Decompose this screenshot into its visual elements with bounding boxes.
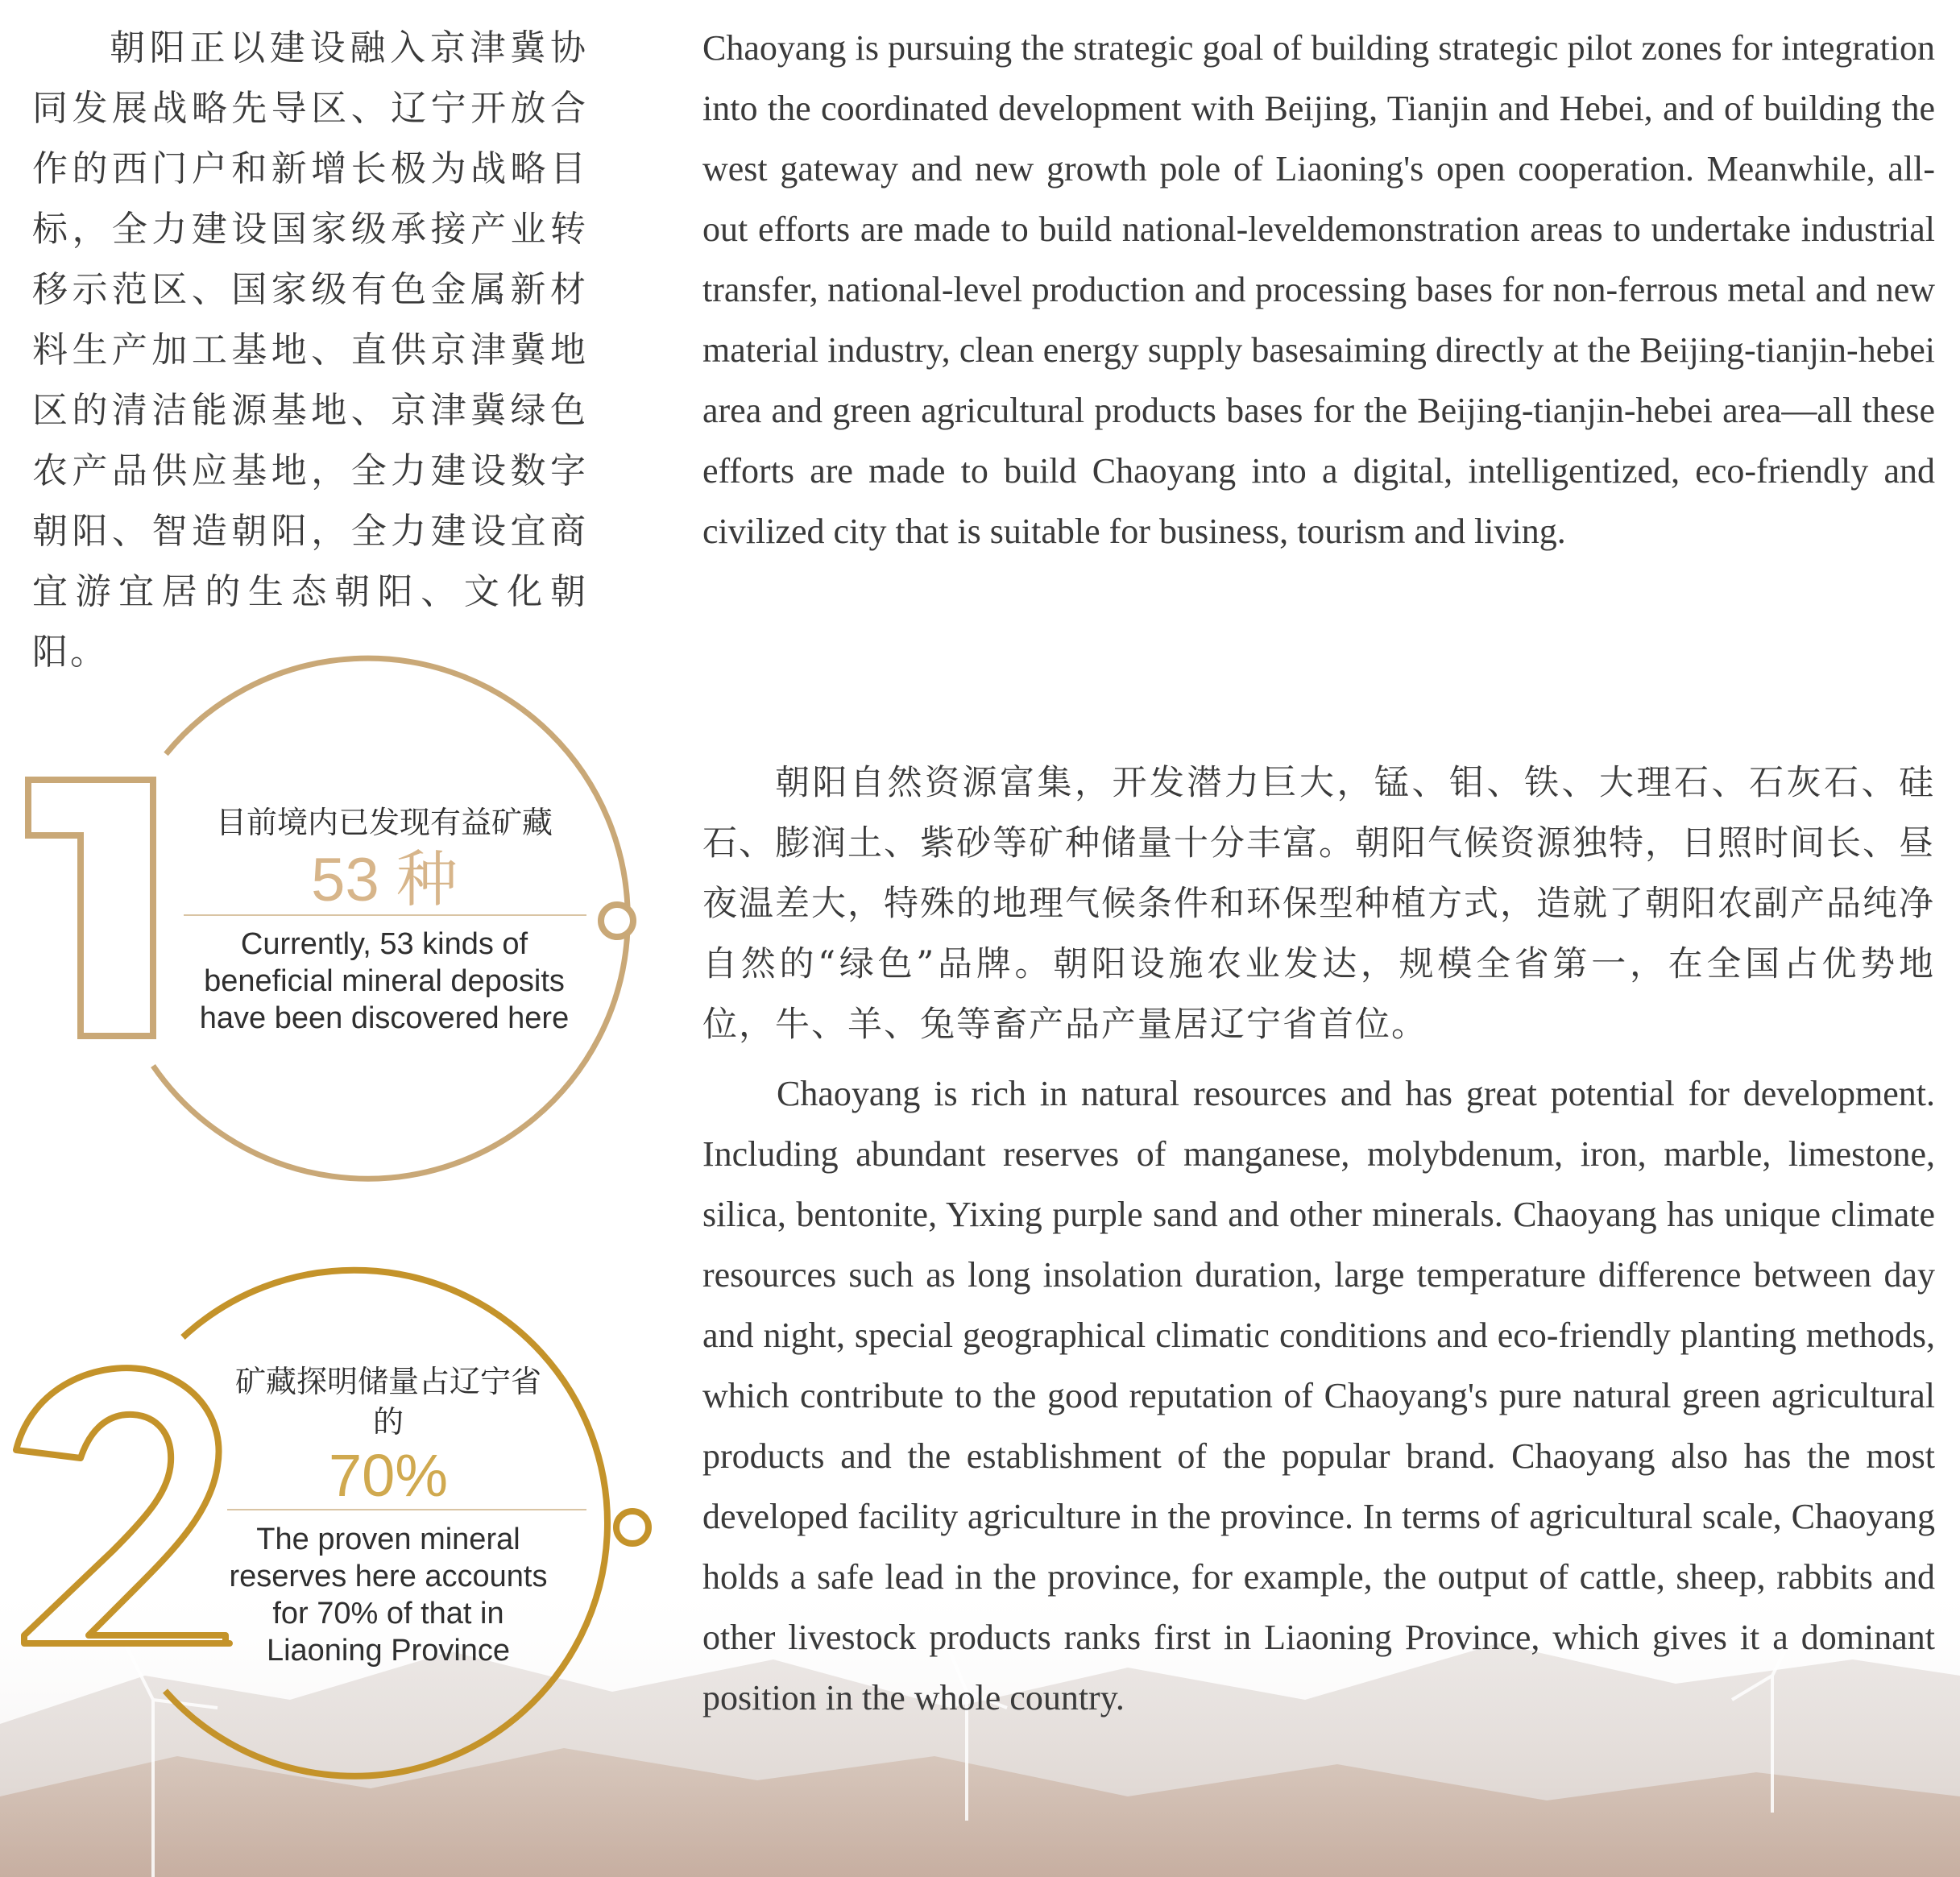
stat-1-value: 53 种 bbox=[311, 846, 458, 914]
stat-2-chinese-label: 矿藏探明储量占辽宁省的 bbox=[234, 1364, 541, 1440]
intro-chinese-paragraph: 朝阳正以建设融入京津冀协同发展战略先导区、辽宁开放合作的西门户和新增长极为战略目标，全力建设国家级承接产业转移示范区、国家级有色金属新材料生产加工基地、直供京津冀地区的清洁能源基地、京津冀绿色农产品供应基地，全力建设数字朝阳、智造朝阳，全力建设宜商宜游宜居的生态朝阳、文化朝阳。 bbox=[32, 27, 588, 673]
stat-1-ring-knob bbox=[601, 905, 633, 937]
numeral-2-outline bbox=[16, 1368, 230, 1643]
resources-chinese-paragraph: 朝阳自然资源富集，开发潜力巨大，锰、钼、铁、大理石、石灰石、硅石、膨润土、紫砂等矿种储量十分丰富。朝阳气候资源独特，日照时间长、昼夜温差大，特殊的地理气候条件和环保型种植方式，造就了朝阳农副产品纯净自然的“绿色”品牌。朝阳设施农业发达，规模全省第一，在全国占优势地位，牛、羊、兔等畜产品产量居辽宁省首位。 bbox=[702, 763, 1935, 1045]
stat-2 bbox=[227, 1361, 549, 1669]
stat-1-chinese-label: 目前境内已发现有益矿藏 bbox=[215, 805, 553, 840]
stat-2-value: 70% bbox=[328, 1442, 449, 1509]
numeral-1-outline bbox=[28, 780, 153, 1036]
stat-1-english-label: Currently, 53 kinds of beneficial mineral deposits have been discovered here bbox=[199, 927, 570, 1035]
resources-english-paragraph: Chaoyang is rich in natural resources and has great potential for development. Including abundant reserves of manganese, molybdenum, iron, marble, limestone, silica, bentonite, Yixing purple sand and other minerals. Chaoyang has unique climate resources such as long insolation duration, large temperature difference between day and night, special geographical climatic conditions and eco-friendly planting methods, which contribute to the good reputation of Chaoyang's pure natural green agricultural products and the establishment of the popular brand. Chaoyang also has the most developed facility agriculture in the province. In terms of agricultural scale, Chaoyang holds a safe lead in the province, for example, the output of cattle, sheep, rabbits and other livestock products ranks first in Liaoning Province, which gives it a dominant position in the whole country. bbox=[702, 1074, 1935, 1717]
stat-2-english-label: The proven mineral reserves here accounts for 70% of that in Liaoning Province bbox=[229, 1523, 548, 1668]
intro-english-paragraph: Chaoyang is pursuing the strategic goal of building strategic pilot zones for integration into the coordinated development with Beijing, Tianjin and Hebei, and of building the west gateway and new growth pole of Liaoning's open cooperation. Meanwhile, all-out efforts are made to build national-leveldemonstration areas to undertake industrial transfer, national-level production and processing bases for non-ferrous metal and new material industry, clean energy supply basesaiming directly at the Beijing-tianjin-hebei area and green agricultural products bases for the Beijing-tianjin-hebei area—all these efforts are made to build Chaoyang into a digital, intelligentized, eco-friendly and civilized city that is suitable for business, tourism and living. bbox=[702, 28, 1935, 551]
stat-1 bbox=[179, 802, 590, 1037]
stat-2-ring-knob bbox=[616, 1511, 648, 1543]
